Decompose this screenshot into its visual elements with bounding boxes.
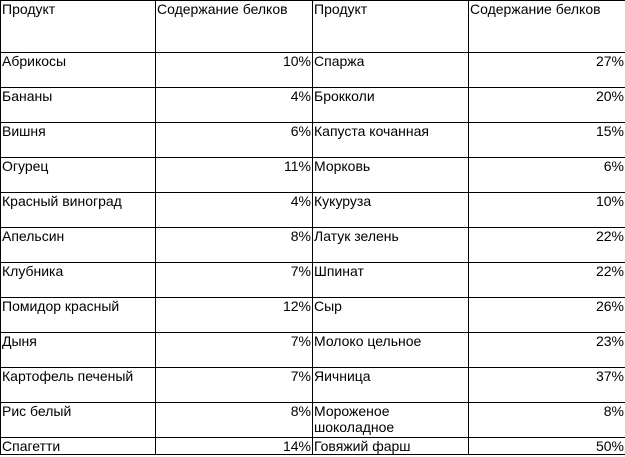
table-row — [1, 53, 625, 88]
product-right-cell: Сыр — [313, 298, 469, 333]
header-protein-left: Содержание белков — [156, 1, 313, 53]
protein-right-cell: 22% — [469, 228, 625, 263]
product-right-cell: Капуста кочанная — [313, 123, 469, 158]
product-left-cell: Апельсин — [1, 228, 156, 263]
product-left-cell: Дыня — [1, 333, 156, 368]
product-left-cell: Рис белый — [1, 403, 156, 438]
product-left-cell: Вишня — [1, 123, 156, 158]
product-right-cell: Латук зелень — [313, 228, 469, 263]
protein-right-cell: 6% — [469, 158, 625, 193]
product-left-cell: Спагетти — [1, 438, 156, 455]
protein-left-cell: 7% — [156, 368, 313, 403]
product-right-cell: Брокколи — [313, 88, 469, 123]
table-row — [1, 403, 625, 438]
table-row — [1, 88, 625, 123]
protein-right-cell: 20% — [469, 88, 625, 123]
protein-left-cell: 7% — [156, 333, 313, 368]
protein-right-cell: 27% — [469, 53, 625, 88]
product-right-cell: Мороженое шоколадное — [313, 403, 469, 438]
protein-left-cell: 7% — [156, 263, 313, 298]
header-protein-right: Содержание белков — [469, 1, 625, 53]
protein-left-cell: 12% — [156, 298, 313, 333]
protein-left-cell: 10% — [156, 53, 313, 88]
protein-left-cell: 14% — [156, 438, 313, 455]
product-left-cell: Бананы — [1, 88, 156, 123]
protein-left-cell: 6% — [156, 123, 313, 158]
product-right-cell: Шпинат — [313, 263, 469, 298]
product-right-cell: Кукуруза — [313, 193, 469, 228]
table-row — [1, 298, 625, 333]
protein-right-cell: 37% — [469, 368, 625, 403]
protein-right-cell: 22% — [469, 263, 625, 298]
product-right-cell: Молоко цельное — [313, 333, 469, 368]
product-left-cell: Огурец — [1, 158, 156, 193]
product-right-cell: Морковь — [313, 158, 469, 193]
protein-right-cell: 26% — [469, 298, 625, 333]
table-row — [1, 193, 625, 228]
product-left-cell: Абрикосы — [1, 53, 156, 88]
product-right-cell: Яичница — [313, 368, 469, 403]
protein-left-cell: 8% — [156, 228, 313, 263]
protein-right-cell: 8% — [469, 403, 625, 438]
protein-left-cell: 4% — [156, 193, 313, 228]
protein-left-cell: 4% — [156, 88, 313, 123]
product-left-cell: Клубника — [1, 263, 156, 298]
protein-right-cell: 50% — [469, 438, 625, 455]
protein-right-cell: 10% — [469, 193, 625, 228]
header-product-left: Продукт — [1, 1, 156, 53]
table-row — [1, 123, 625, 158]
product-left-cell: Красный виноград — [1, 193, 156, 228]
protein-left-cell: 11% — [156, 158, 313, 193]
table-row — [1, 158, 625, 193]
table-header-row — [1, 1, 625, 53]
product-left-cell: Помидор красный — [1, 298, 156, 333]
table-row — [1, 228, 625, 263]
table-row — [1, 263, 625, 298]
table-row — [1, 438, 625, 455]
protein-left-cell: 8% — [156, 403, 313, 438]
product-right-cell: Спаржа — [313, 53, 469, 88]
header-product-right: Продукт — [313, 1, 469, 53]
protein-right-cell: 23% — [469, 333, 625, 368]
table-row — [1, 333, 625, 368]
table-row — [1, 368, 625, 403]
product-right-cell: Говяжий фарш — [313, 438, 469, 455]
product-left-cell: Картофель печеный — [1, 368, 156, 403]
protein-right-cell: 15% — [469, 123, 625, 158]
